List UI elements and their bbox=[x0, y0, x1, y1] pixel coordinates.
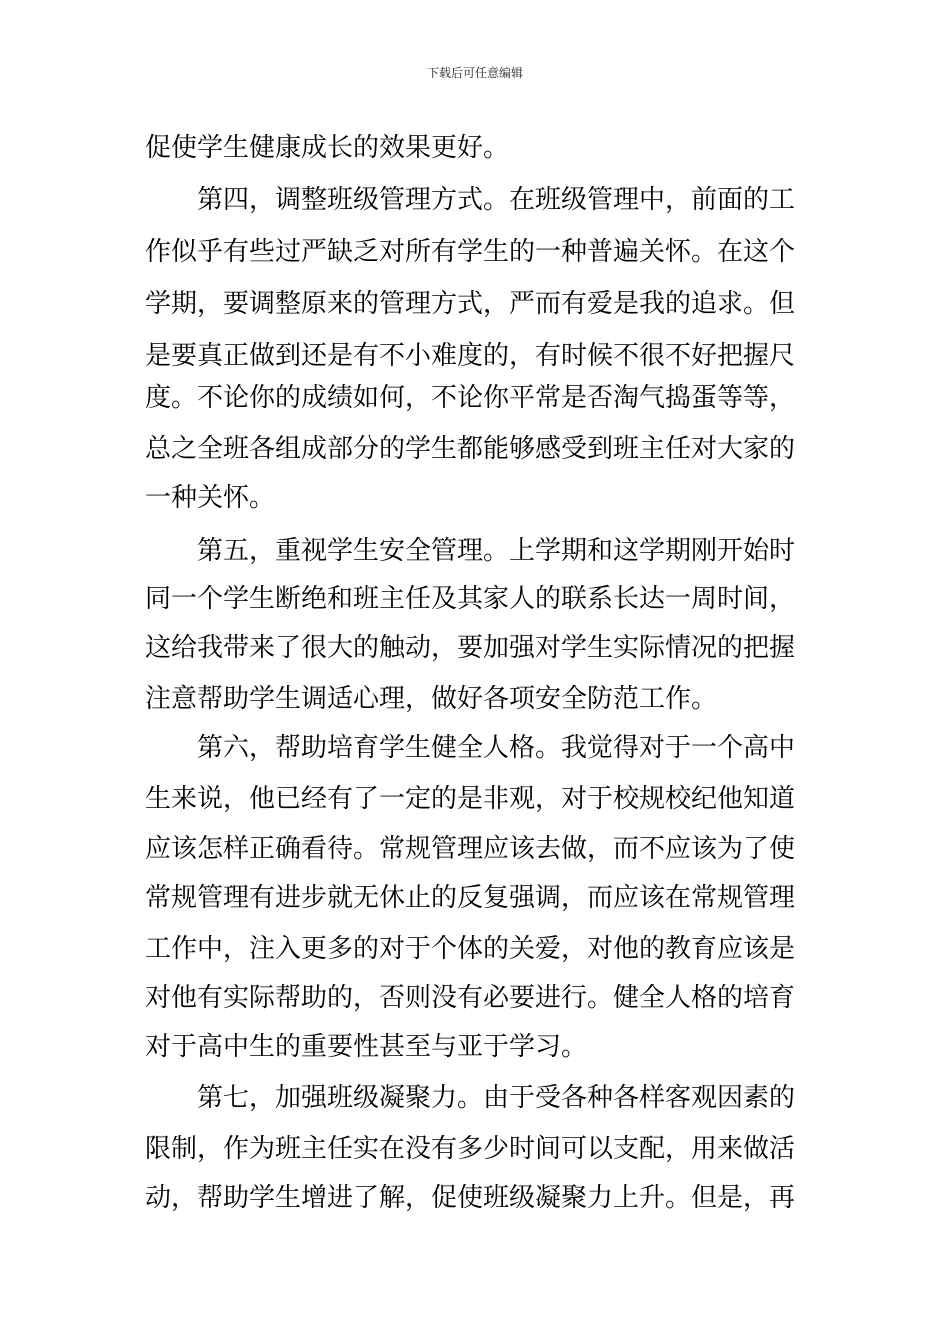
text-line: 促使学生健康成长的效果更好。 bbox=[145, 133, 510, 163]
text-line: 第七，加强班级凝聚力。由于受各种各样客观因素的 bbox=[145, 1083, 796, 1113]
text-line: 学期，要调整原来的管理方式，严而有爱是我的追求。但 bbox=[145, 289, 796, 319]
text-line: 第六，帮助培育学生健全人格。我觉得对于一个高中 bbox=[145, 733, 796, 763]
text-line: 作似乎有些过严缺乏对所有学生的一种普遍关怀。在这个 bbox=[145, 237, 796, 267]
page-header: 下载后可任意编辑 bbox=[426, 66, 523, 80]
text-line: 对于高中生的重要性甚至与亚于学习。 bbox=[145, 1032, 588, 1062]
text-line: 应该怎样正确看待。常规管理应该去做，而不应该为了使 bbox=[145, 834, 796, 864]
text-line: 总之全班各组成部分的学生都能够感受到班主任对大家的 bbox=[145, 434, 796, 464]
text-line: 第五，重视学生安全管理。上学期和这学期刚开始时 bbox=[145, 536, 796, 566]
text-line: 一种关怀。 bbox=[145, 483, 276, 513]
text-line: 度。不论你的成绩如何，不论你平常是否淘气捣蛋等等， bbox=[145, 383, 796, 413]
text-line: 注意帮助学生调适心理，做好各项安全防范工作。 bbox=[145, 684, 718, 714]
text-line: 常规管理有进步就无休止的反复强调，而应该在常规管理 bbox=[145, 883, 796, 913]
text-line: 同一个学生断绝和班主任及其家人的联系长达一周时间， bbox=[145, 584, 796, 614]
text-line: 工作中，注入更多的对于个体的关爱，对他的教育应该是 bbox=[145, 934, 796, 964]
text-line: 生来说，他已经有了一定的是非观，对于校规校纪他知道 bbox=[145, 784, 796, 814]
text-line: 对他有实际帮助的，否则没有必要进行。健全人格的培育 bbox=[145, 983, 796, 1013]
text-line: 限制，作为班主任实在没有多少时间可以支配，用来做活 bbox=[145, 1134, 796, 1164]
text-line: 是要真正做到还是有不小难度的，有时候不很不好把握尺 bbox=[145, 341, 796, 371]
text-line: 动，帮助学生增进了解，促使班级凝聚力上升。但是，再 bbox=[145, 1183, 796, 1213]
text-line: 这给我带来了很大的触动，要加强对学生实际情况的把握 bbox=[145, 633, 796, 663]
text-line: 第四，调整班级管理方式。在班级管理中，前面的工 bbox=[145, 185, 796, 215]
